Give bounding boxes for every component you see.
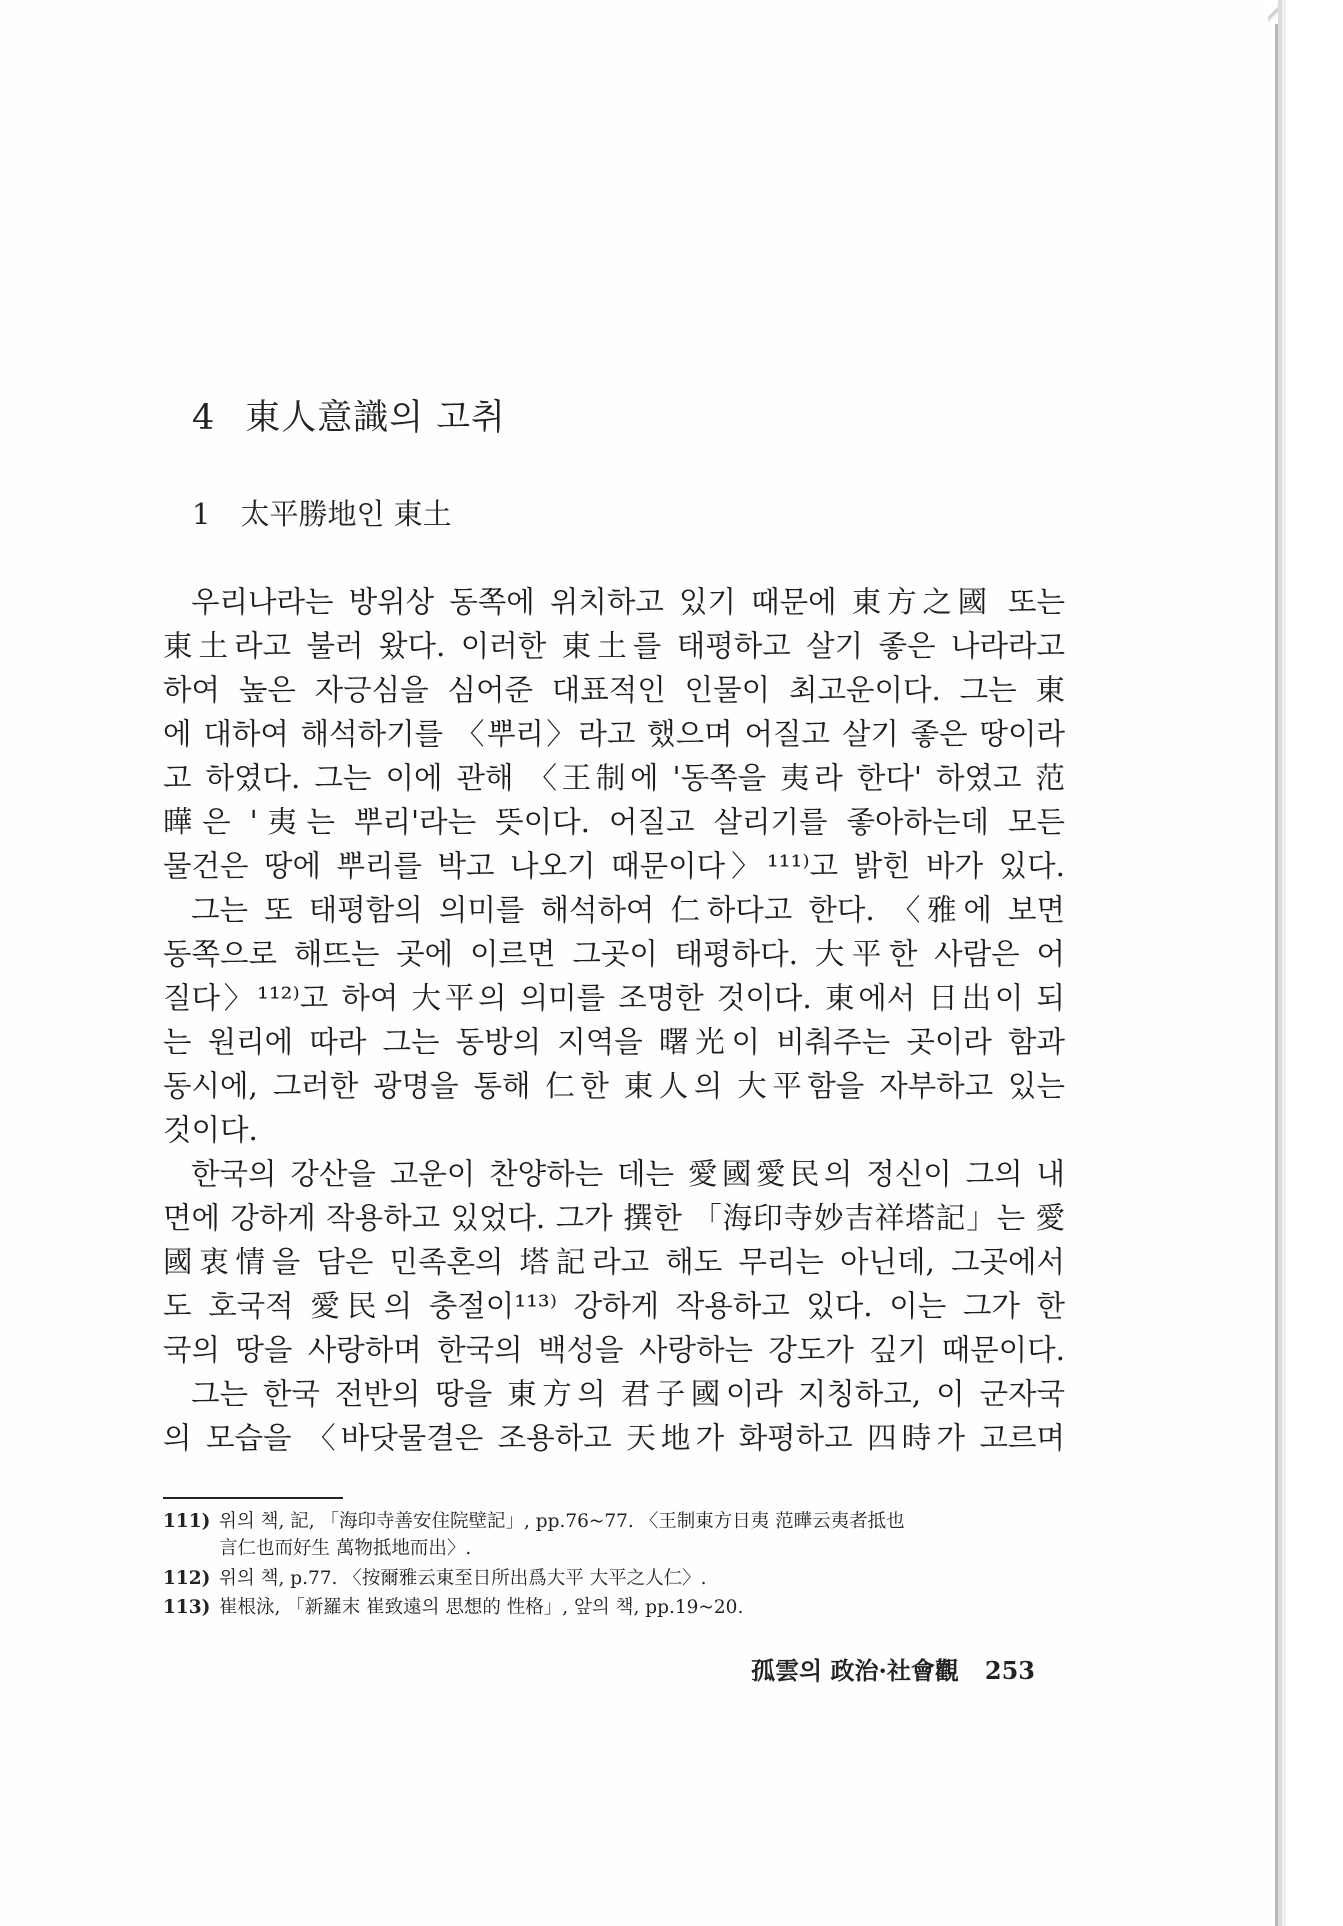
body-line: 물건은 땅에 뿌리를 박고 나오기 때문이다〉¹¹¹⁾고 밝힌 바가 있다.	[163, 849, 1065, 883]
footnote-112	[163, 1565, 1065, 1592]
body-line: 동시에, 그러한 광명을 통해 仁한 東人의 大平함을 자부하고 있는	[163, 1069, 1065, 1103]
body-line: 그는 한국 전반의 땅을 東方의 君子國이라 지칭하고, 이 군자국	[191, 1377, 1065, 1411]
body-line: 우리나라는 방위상 동쪽에 위치하고 있기 때문에 東方之國 또는	[191, 585, 1065, 619]
chapter-number: 4	[192, 398, 216, 438]
body-line: 曄은 '夷는 뿌리'라는 뜻이다. 어질고 살리기를 좋아하는데 모든	[163, 805, 1065, 839]
body-line: 국의 땅을 사랑하며 한국의 백성을 사랑하는 강도가 깊기 때문이다.	[163, 1333, 1065, 1367]
footnote-text: 崔根泳, 「新羅末 崔致遠의 思想的 性格」, 앞의 책, pp.19~20.	[219, 1597, 744, 1618]
running-footer	[751, 1651, 1035, 1686]
body-line: 한국의 강산을 고운이 찬양하는 데는 愛國愛民의 정신이 그의 내	[191, 1157, 1065, 1191]
chapter-heading	[192, 390, 506, 440]
body-line: 면에 강하게 작용하고 있었다. 그가 撰한 「海印寺妙吉祥塔記」는 愛	[163, 1201, 1065, 1235]
body-line: 질다〉¹¹²⁾고 하여 大平의 의미를 조명한 것이다. 東에서 日出이 되	[163, 981, 1065, 1015]
footnote-mark: 113)	[163, 1597, 211, 1618]
running-title: 孤雲의 政治·社會觀	[750, 1656, 959, 1685]
body-line: 동쪽으로 해뜨는 곳에 이르면 그곳이 태평하다. 大平한 사람은 어	[163, 937, 1065, 971]
chapter-title: 東人意識의 고취	[245, 398, 506, 438]
footnote-divider	[163, 1497, 343, 1499]
footnote-mark: 111)	[163, 1511, 211, 1532]
body-line: 도 호국적 愛民의 충절이¹¹³⁾ 강하게 작용하고 있다. 이는 그가 한	[163, 1289, 1065, 1323]
section-title: 太平勝地인 東土	[240, 497, 452, 531]
footnote-111	[163, 1508, 1065, 1535]
footnote-113	[163, 1594, 1065, 1621]
body-line: 그는 또 태평함의 의미를 해석하여 仁하다고 한다. 〈雅에 보면	[191, 893, 1065, 927]
footnote-text: 위의 책, p.77. 〈按爾雅云東至日所出爲大平 大平之人仁〉.	[219, 1568, 707, 1589]
body-line: 國衷情을 담은 민족혼의 塔記라고 해도 무리는 아닌데, 그곳에서	[163, 1245, 1065, 1279]
body-line: 고 하였다. 그는 이에 관해 〈王制에 '동쪽을 夷라 한다' 하였고 范	[163, 761, 1065, 795]
section-heading	[192, 492, 452, 533]
body-line: 하여 높은 자긍심을 심어준 대표적인 인물이 최고운이다. 그는 東	[163, 673, 1065, 707]
body-line: 것이다.	[163, 1113, 258, 1147]
footnote-111-continued: 言仁也而好生 萬物抵地而出〉.	[219, 1538, 472, 1559]
body-line: 는 원리에 따라 그는 동방의 지역을 曙光이 비춰주는 곳이라 함과	[163, 1025, 1065, 1059]
footnote-mark: 112)	[163, 1568, 211, 1589]
page-number: 253	[984, 1656, 1035, 1685]
footnote-text: 위의 책, 記, 「海印寺善安住院壁記」, pp.76~77. 〈王制東方日夷 范曄云夷者抵也	[219, 1511, 905, 1532]
body-line: 의 모습을 〈바닷물결은 조용하고 天地가 화평하고 四時가 고르며	[163, 1421, 1065, 1455]
body-line: 에 대하여 해석하기를 〈뿌리〉라고 했으며 어질고 살기 좋은 땅이라	[163, 717, 1065, 751]
body-line: 東土라고 불러 왔다. 이러한 東土를 태평하고 살기 좋은 나라라고	[163, 629, 1065, 663]
section-number: 1	[192, 497, 211, 531]
